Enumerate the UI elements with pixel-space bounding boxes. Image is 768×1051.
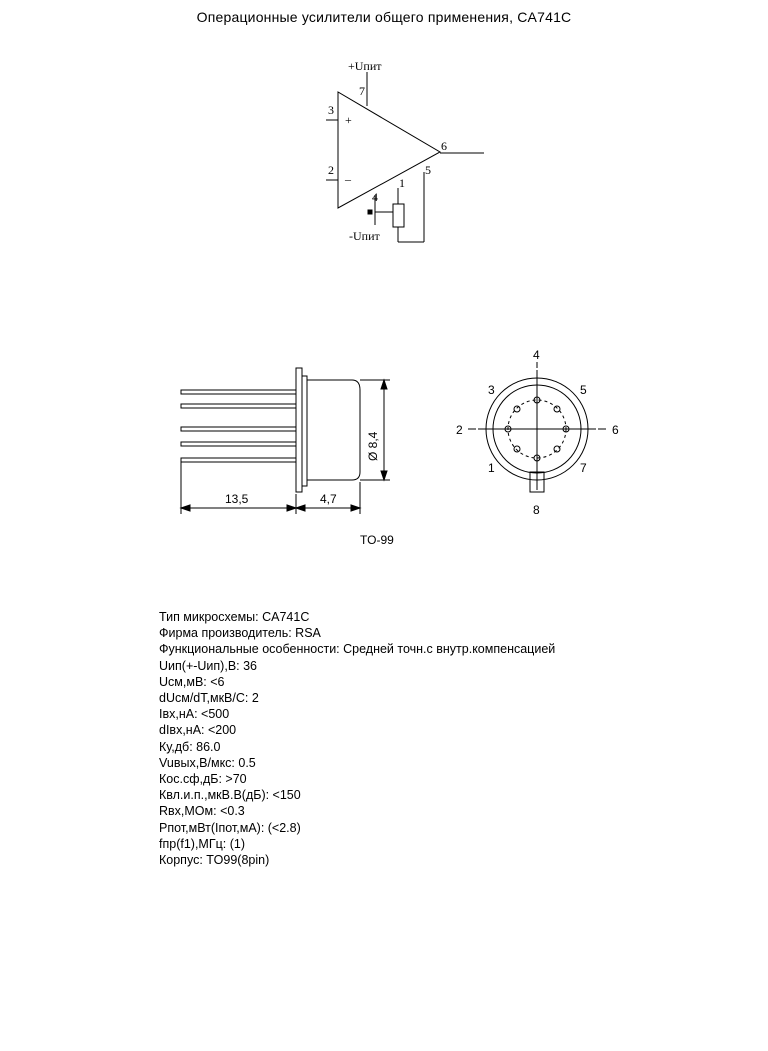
pin-1-label: 1: [488, 461, 495, 475]
spec-line: fпр(f1),МГц: (1): [159, 836, 245, 851]
spec-line: Pпот,мВт(Iпот,мА): (<2.8): [159, 820, 301, 835]
page-title: Операционные усилители общего применения, CA741C: [196, 9, 572, 25]
pin7-label: 7: [359, 84, 365, 98]
spec-line: Фирма производитель: RSA: [159, 626, 321, 641]
spec-line: Uип(+-Uип),В: 36: [159, 658, 258, 673]
dim-body: 4,7: [320, 492, 337, 506]
pin-3-label: 3: [488, 383, 495, 397]
pin-5-label: 5: [580, 383, 587, 397]
spec-line: Корпус: TO99(8pin): [159, 853, 270, 868]
pin3-label: 3: [328, 103, 334, 117]
pin5-label: 5: [425, 163, 431, 177]
spec-line: Iвх,нА: <500: [159, 707, 230, 722]
spec-line: Функциональные особенности: Средней точн.с внутр.компенсацией: [159, 642, 556, 657]
spec-line: Vuвых,В/мкс: 0.5: [159, 755, 256, 770]
pin1-label: 1: [399, 176, 405, 190]
spec-line: Кос.сф,дБ: >70: [159, 772, 247, 787]
spec-line: dUсм/dT,мкВ/С: 2: [159, 691, 259, 706]
vminus-label: -Uпит: [349, 229, 380, 243]
spec-line: Ку,дб: 86.0: [159, 739, 221, 754]
pin-7-label: 7: [580, 461, 587, 475]
pin2-label: 2: [328, 163, 334, 177]
dim-length: 13,5: [225, 492, 249, 506]
minus-sign: –: [345, 172, 351, 186]
pin6-label: 6: [441, 139, 447, 153]
package-dimensions: [225, 431, 394, 547]
vplus-label: +Uпит: [348, 59, 382, 73]
spec-line: Rвх,МОм: <0.3: [159, 804, 245, 819]
dim-diameter: Ø 8,4: [366, 431, 380, 461]
pin4-label: 4: [372, 190, 378, 204]
pin-4-label: 4: [533, 348, 540, 362]
pin-2-label: 2: [456, 423, 463, 437]
spec-line: Квл.и.п.,мкВ.В(дБ): <150: [159, 788, 301, 803]
plus-sign: +: [345, 113, 352, 127]
opamp-triangle: [338, 92, 440, 208]
spec-line: dIвх,нА: <200: [159, 723, 237, 738]
spec-list: [159, 609, 555, 868]
opamp-labels: [328, 59, 447, 243]
opamp-schematic: [326, 72, 484, 242]
package-side-view: [181, 368, 390, 514]
pin-8-label: 8: [533, 503, 540, 517]
package-label: TO-99: [360, 533, 394, 547]
spec-line: Uсм,мВ: <6: [159, 674, 225, 689]
pin-6-label: 6: [612, 423, 619, 437]
spec-line: Тип микросхемы: CA741C: [159, 610, 310, 624]
